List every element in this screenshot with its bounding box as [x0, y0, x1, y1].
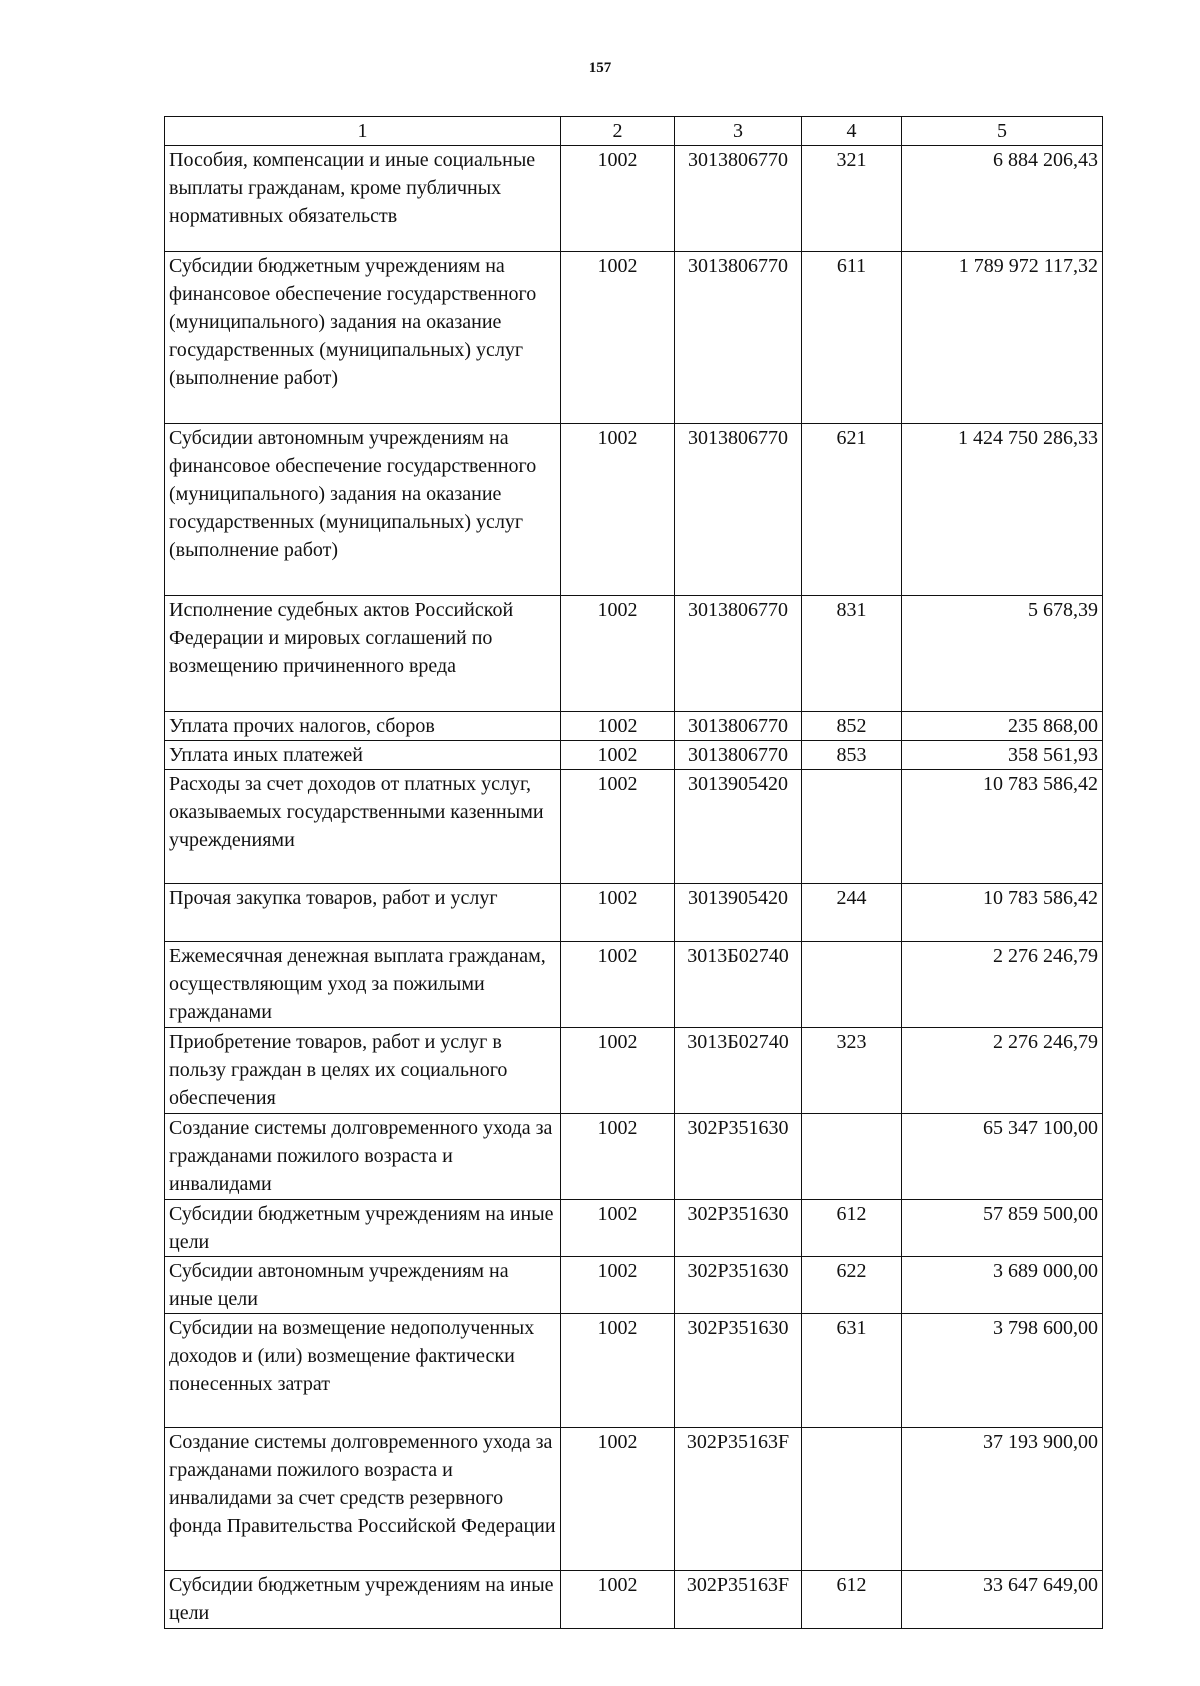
row-section: 1002 [561, 942, 675, 1028]
row-amount: 1 424 750 286,33 [902, 424, 1103, 596]
row-expense-type: 612 [802, 1200, 902, 1257]
table-row [165, 770, 1103, 884]
row-section: 1002 [561, 1428, 675, 1571]
row-amount: 2 276 246,79 [902, 1028, 1103, 1114]
row-name: Создание системы долговременного ухода за гражданами пожилого возраста и инвалидами [165, 1114, 561, 1200]
table-row [165, 712, 1103, 741]
row-target-article: 3013Б02740 [675, 1028, 802, 1114]
row-expense-type: 244 [802, 884, 902, 942]
row-name: Исполнение судебных актов Российской Федерации и мировых соглашений по возмещению причиненного вреда [165, 596, 561, 712]
row-expense-type: 612 [802, 1571, 902, 1629]
row-section: 1002 [561, 741, 675, 770]
table-row [165, 424, 1103, 596]
row-name: Субсидии автономным учреждениям на финансовое обеспечение государственного (муниципального) задания на оказание государственных (муниципальных) услуг (выполнение работ) [165, 424, 561, 596]
budget-table [164, 116, 1103, 1629]
table-row [165, 942, 1103, 1028]
row-section: 1002 [561, 770, 675, 884]
row-target-article: 3013905420 [675, 884, 802, 942]
column-header-amount: 5 [902, 117, 1103, 146]
row-expense-type [802, 942, 902, 1028]
row-name: Расходы за счет доходов от платных услуг, оказываемых государственными казенными учреждениями [165, 770, 561, 884]
row-target-article: 302P351630 [675, 1314, 802, 1428]
row-target-article: 3013806770 [675, 596, 802, 712]
row-expense-type [802, 1114, 902, 1200]
page-number: 157 [588, 60, 612, 76]
row-expense-type: 631 [802, 1314, 902, 1428]
row-target-article: 3013806770 [675, 146, 802, 252]
table-row [165, 1428, 1103, 1571]
table-row [165, 1571, 1103, 1629]
row-amount: 10 783 586,42 [902, 770, 1103, 884]
row-section: 1002 [561, 712, 675, 741]
table-row [165, 1114, 1103, 1200]
row-target-article: 302P35163F [675, 1571, 802, 1629]
row-section: 1002 [561, 1028, 675, 1114]
row-amount: 37 193 900,00 [902, 1428, 1103, 1571]
table-row [165, 741, 1103, 770]
row-section: 1002 [561, 884, 675, 942]
row-name: Субсидии бюджетным учреждениям на финансовое обеспечение государственного (муниципального) задания на оказание государственных (муниципальных) услуг (выполнение работ) [165, 252, 561, 424]
row-amount: 3 689 000,00 [902, 1257, 1103, 1314]
row-section: 1002 [561, 1257, 675, 1314]
row-section: 1002 [561, 146, 675, 252]
row-expense-type: 611 [802, 252, 902, 424]
row-amount: 33 647 649,00 [902, 1571, 1103, 1629]
row-name: Прочая закупка товаров, работ и услуг [165, 884, 561, 942]
row-name: Субсидии бюджетным учреждениям на иные цели [165, 1571, 561, 1629]
column-header-expense-type: 4 [802, 117, 902, 146]
table-row [165, 146, 1103, 252]
row-name: Субсидии бюджетным учреждениям на иные цели [165, 1200, 561, 1257]
table-row [165, 596, 1103, 712]
table-row [165, 252, 1103, 424]
row-target-article: 302P351630 [675, 1200, 802, 1257]
row-section: 1002 [561, 1200, 675, 1257]
row-expense-type: 321 [802, 146, 902, 252]
column-header-section: 2 [561, 117, 675, 146]
row-amount: 57 859 500,00 [902, 1200, 1103, 1257]
row-expense-type: 622 [802, 1257, 902, 1314]
row-name: Субсидии на возмещение недополученных доходов и (или) возмещение фактически понесенных затрат [165, 1314, 561, 1428]
row-section: 1002 [561, 1571, 675, 1629]
table-row [165, 884, 1103, 942]
table-row [165, 1257, 1103, 1314]
row-amount: 6 884 206,43 [902, 146, 1103, 252]
row-amount: 65 347 100,00 [902, 1114, 1103, 1200]
row-target-article: 3013806770 [675, 252, 802, 424]
row-expense-type: 831 [802, 596, 902, 712]
header-row [165, 117, 1103, 146]
row-amount: 358 561,93 [902, 741, 1103, 770]
row-target-article: 3013806770 [675, 424, 802, 596]
row-target-article: 302P351630 [675, 1257, 802, 1314]
table-row [165, 1200, 1103, 1257]
row-amount: 10 783 586,42 [902, 884, 1103, 942]
row-name: Уплата прочих налогов, сборов [165, 712, 561, 741]
row-expense-type: 852 [802, 712, 902, 741]
row-expense-type: 853 [802, 741, 902, 770]
row-expense-type: 621 [802, 424, 902, 596]
column-header-target-article: 3 [675, 117, 802, 146]
row-section: 1002 [561, 252, 675, 424]
row-amount: 5 678,39 [902, 596, 1103, 712]
row-name: Пособия, компенсации и иные социальные выплаты гражданам, кроме публичных нормативных обязательств [165, 146, 561, 252]
row-target-article: 302P351630 [675, 1114, 802, 1200]
table-row [165, 1028, 1103, 1114]
row-name: Субсидии автономным учреждениям на иные цели [165, 1257, 561, 1314]
row-amount: 3 798 600,00 [902, 1314, 1103, 1428]
row-section: 1002 [561, 1314, 675, 1428]
row-name: Создание системы долговременного ухода за гражданами пожилого возраста и инвалидами за счет средств резервного фонда Правительства Российской Федерации [165, 1428, 561, 1571]
row-expense-type [802, 770, 902, 884]
row-section: 1002 [561, 596, 675, 712]
row-target-article: 3013806770 [675, 712, 802, 741]
row-expense-type: 323 [802, 1028, 902, 1114]
row-section: 1002 [561, 1114, 675, 1200]
row-target-article: 302P35163F [675, 1428, 802, 1571]
row-section: 1002 [561, 424, 675, 596]
row-expense-type [802, 1428, 902, 1571]
row-amount: 2 276 246,79 [902, 942, 1103, 1028]
row-name: Уплата иных платежей [165, 741, 561, 770]
row-amount: 1 789 972 117,32 [902, 252, 1103, 424]
row-amount: 235 868,00 [902, 712, 1103, 741]
row-name: Приобретение товаров, работ и услуг в пользу граждан в целях их социального обеспечения [165, 1028, 561, 1114]
row-name: Ежемесячная денежная выплата гражданам, осуществляющим уход за пожилыми гражданами [165, 942, 561, 1028]
row-target-article: 3013806770 [675, 741, 802, 770]
row-target-article: 3013Б02740 [675, 942, 802, 1028]
table-row [165, 1314, 1103, 1428]
column-header-name: 1 [165, 117, 561, 146]
row-target-article: 3013905420 [675, 770, 802, 884]
